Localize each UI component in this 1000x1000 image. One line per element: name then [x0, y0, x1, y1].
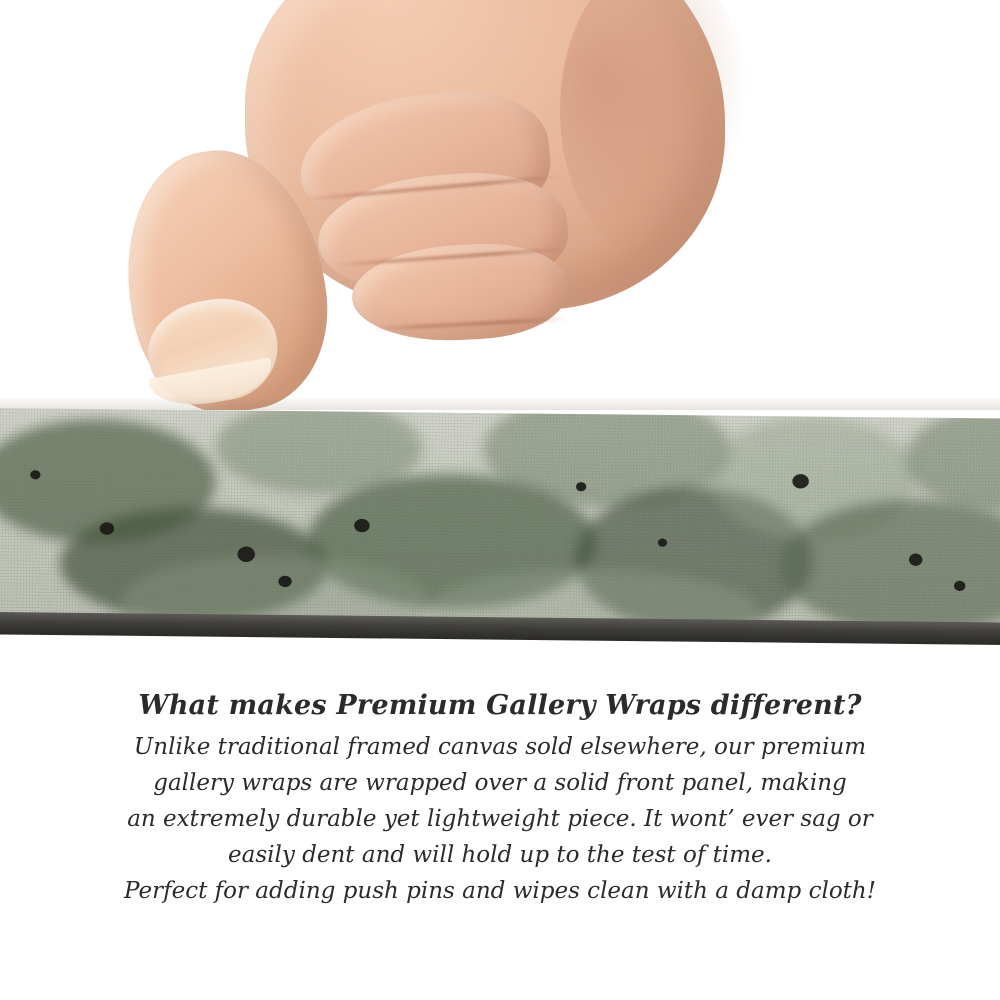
canvas-edge-artwork	[0, 408, 1000, 637]
caption-body	[0, 729, 1000, 909]
caption-block	[0, 690, 1000, 909]
caption-heading: What makes Premium Gallery Wraps different?	[138, 690, 862, 721]
caption-line-4: easily dent and will hold up to the test of time.	[228, 842, 772, 868]
hand-photo-region	[0, 0, 1000, 410]
caption-line-3: an extremely durable yet lightweight piece. It wont’ ever sag or	[127, 806, 873, 832]
caption-line-5: Perfect for adding push pins and wipes clean with a damp cloth!	[124, 878, 876, 904]
contact-shadow	[0, 396, 1000, 410]
caption-line-2: gallery wraps are wrapped over a solid front panel, making	[153, 770, 847, 796]
caption-line-1: Unlike traditional framed canvas sold elsewhere, our premium	[133, 734, 867, 760]
